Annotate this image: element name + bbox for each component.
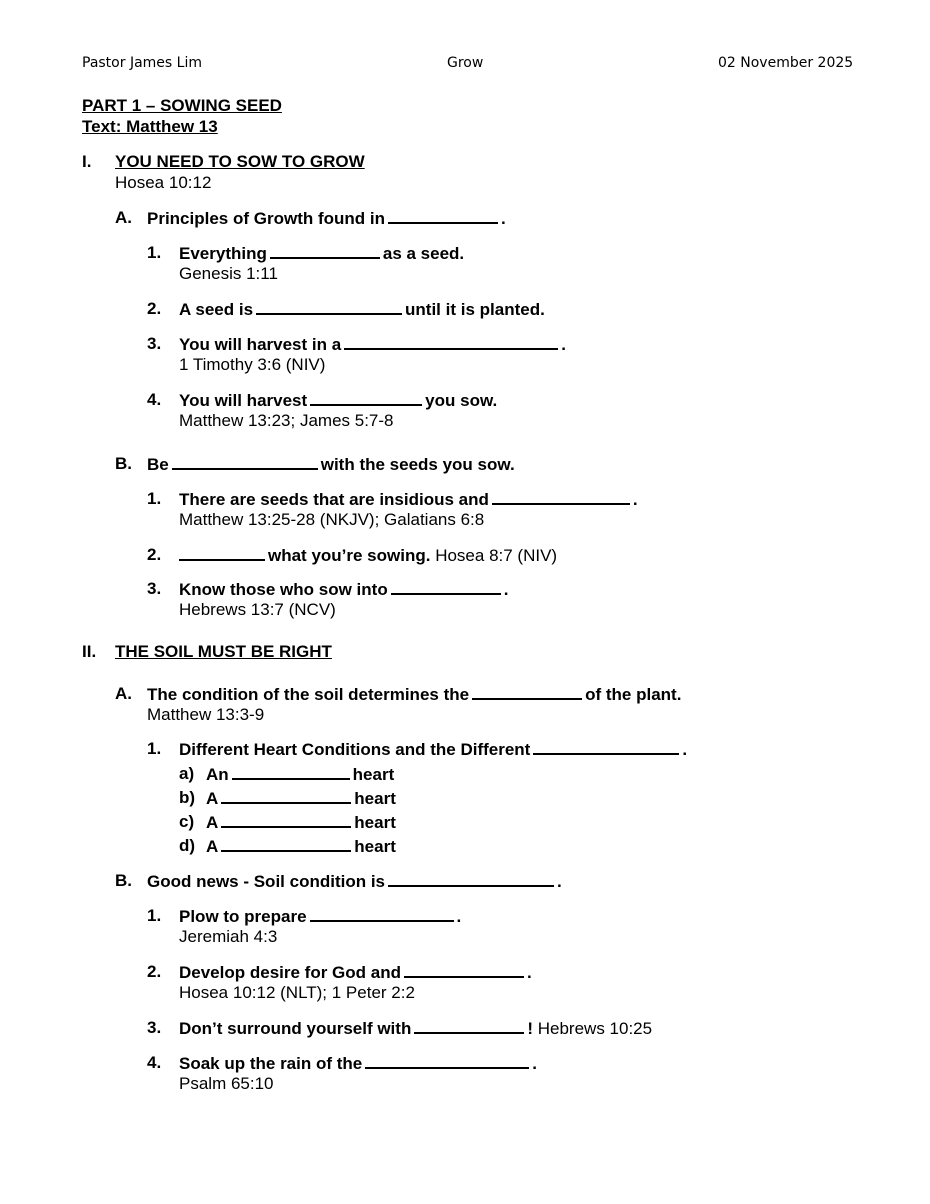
subsection-heading xyxy=(147,684,681,705)
item-text xyxy=(179,1053,537,1074)
fill-in-blank[interactable] xyxy=(365,1053,529,1069)
item-text-end: . xyxy=(456,907,462,926)
fill-in-blank[interactable] xyxy=(310,390,422,406)
subitem-label: a) xyxy=(179,764,195,783)
item-text-end: . xyxy=(682,740,688,759)
heading-text-end: of the plant. xyxy=(585,685,682,704)
item-text-end: . xyxy=(503,580,509,599)
section-title: YOU NEED TO SOW TO GROW xyxy=(115,152,365,171)
subsection-heading xyxy=(147,208,506,229)
subsection-letter: B. xyxy=(115,454,132,473)
subitem-word: heart xyxy=(354,789,396,808)
item-reference: Hosea 10:12 (NLT); 1 Peter 2:2 xyxy=(179,983,415,1002)
item-text xyxy=(179,906,461,927)
subitem-article: A xyxy=(206,837,219,856)
fill-in-blank[interactable] xyxy=(179,545,265,561)
subitem-text xyxy=(206,836,396,857)
subitem-text xyxy=(206,812,396,833)
item-text xyxy=(179,739,687,760)
fill-in-blank[interactable] xyxy=(388,208,498,224)
item-text-start: Don’t surround yourself with xyxy=(179,1019,412,1038)
heading-text: Be xyxy=(147,455,169,474)
fill-in-blank[interactable] xyxy=(388,871,554,887)
fill-in-blank[interactable] xyxy=(533,739,679,755)
item-text xyxy=(179,489,638,510)
subitem-word: heart xyxy=(354,813,396,832)
item-text-end: until it is planted. xyxy=(405,300,545,319)
item-text-start: You will harvest in a xyxy=(179,335,342,354)
item-text-start: Everything xyxy=(179,244,267,263)
part-title: PART 1 – SOWING SEED xyxy=(82,96,282,115)
section-numeral: II. xyxy=(82,642,97,661)
item-text xyxy=(179,334,566,355)
item-text xyxy=(179,962,532,983)
subsection-heading xyxy=(147,454,515,475)
item-number: 1. xyxy=(147,489,162,508)
item-text xyxy=(179,390,497,411)
item-number: 1. xyxy=(147,906,162,925)
item-text-start: Soak up the rain of the xyxy=(179,1054,363,1073)
subitem-article: A xyxy=(206,789,219,808)
fill-in-blank[interactable] xyxy=(414,1018,524,1034)
item-reference: Genesis 1:11 xyxy=(179,264,278,283)
item-text xyxy=(179,299,545,320)
subitem-label: b) xyxy=(179,788,196,807)
item-number: 3. xyxy=(147,1018,162,1037)
section-title: THE SOIL MUST BE RIGHT xyxy=(115,642,332,661)
subitem-word: heart xyxy=(354,837,396,856)
item-number: 2. xyxy=(147,545,162,564)
item-text-start: Plow to prepare xyxy=(179,907,307,926)
item-number: 2. xyxy=(147,962,162,981)
item-number: 4. xyxy=(147,390,162,409)
heading-text-end: with the seeds you sow. xyxy=(320,455,515,474)
fill-in-blank[interactable] xyxy=(221,836,351,852)
subsection-letter: A. xyxy=(115,684,132,703)
item-text xyxy=(179,243,464,264)
item-reference: 1 Timothy 3:6 (NIV) xyxy=(179,355,326,374)
item-reference: Psalm 65:10 xyxy=(179,1074,274,1093)
fill-in-blank[interactable] xyxy=(256,299,402,315)
heading-text-end: . xyxy=(501,209,506,228)
part-text-reference: Text: Matthew 13 xyxy=(82,117,218,136)
item-reference: Matthew 13:25-28 (NKJV); Galatians 6:8 xyxy=(179,510,485,529)
subsection-letter: B. xyxy=(115,871,132,890)
subitem-text xyxy=(206,764,394,785)
item-text-end: ! xyxy=(527,1019,534,1038)
subitem-word: heart xyxy=(352,765,395,784)
item-number: 4. xyxy=(147,1053,162,1072)
subsection-letter: A. xyxy=(115,208,132,227)
header-author: Pastor James Lim xyxy=(82,55,202,71)
heading-text: The condition of the soil determines the xyxy=(147,685,470,704)
fill-in-blank[interactable] xyxy=(172,454,318,470)
subitem-text xyxy=(206,788,396,809)
subsection-reference: Matthew 13:3-9 xyxy=(147,705,265,724)
header-date: 02 November 2025 xyxy=(718,55,854,71)
item-text-start: Different Heart Conditions and the Different xyxy=(179,740,531,759)
fill-in-blank[interactable] xyxy=(270,243,380,259)
fill-in-blank[interactable] xyxy=(344,334,558,350)
item-text-end: you sow. xyxy=(425,391,498,410)
item-reference: Jeremiah 4:3 xyxy=(179,927,278,946)
subitem-article: A xyxy=(206,813,219,832)
fill-in-blank[interactable] xyxy=(391,579,501,595)
fill-in-blank[interactable] xyxy=(472,684,582,700)
item-number: 3. xyxy=(147,334,162,353)
item-text-end: . xyxy=(561,335,566,354)
item-text-end: . xyxy=(632,490,638,509)
item-text-end: . xyxy=(532,1054,537,1073)
section-reference: Hosea 10:12 xyxy=(115,173,212,192)
item-text-end: what you’re sowing. xyxy=(268,546,431,565)
section-numeral: I. xyxy=(82,152,92,171)
subitem-label: c) xyxy=(179,812,195,831)
fill-in-blank[interactable] xyxy=(404,962,524,978)
item-reference: Hebrews 13:7 (NCV) xyxy=(179,600,336,619)
item-text-start: You will harvest xyxy=(179,391,308,410)
fill-in-blank[interactable] xyxy=(310,906,454,922)
header-title: Grow xyxy=(447,55,484,71)
item-reference: Matthew 13:23; James 5:7-8 xyxy=(179,411,394,430)
item-number: 3. xyxy=(147,579,162,598)
fill-in-blank[interactable] xyxy=(232,764,350,780)
heading-text: Principles of Growth found in xyxy=(147,209,385,228)
heading-text-end: . xyxy=(557,872,562,891)
item-inline-reference: Hebrews 10:25 xyxy=(537,1019,653,1038)
item-text xyxy=(179,579,508,600)
fill-in-blank[interactable] xyxy=(492,489,630,505)
item-text-start: Know those who sow into xyxy=(179,580,388,599)
item-text-end: . xyxy=(527,963,532,982)
fill-in-blank[interactable] xyxy=(221,812,351,828)
item-number: 1. xyxy=(147,243,162,262)
item-text-end: as a seed. xyxy=(382,244,465,263)
subsection-heading xyxy=(147,871,562,892)
item-text xyxy=(179,1018,652,1039)
subitem-label: d) xyxy=(179,836,196,855)
fill-in-blank[interactable] xyxy=(221,788,351,804)
item-inline-reference: Hosea 8:7 (NIV) xyxy=(435,546,558,565)
item-text-start: There are seeds that are insidious and xyxy=(179,490,489,509)
subitem-article: An xyxy=(206,765,229,784)
item-text-start: A seed is xyxy=(179,300,254,319)
item-text-start: Develop desire for God and xyxy=(179,963,401,982)
item-number: 1. xyxy=(147,739,162,758)
item-number: 2. xyxy=(147,299,162,318)
heading-text: Good news - Soil condition is xyxy=(147,872,385,891)
item-text xyxy=(179,545,557,566)
